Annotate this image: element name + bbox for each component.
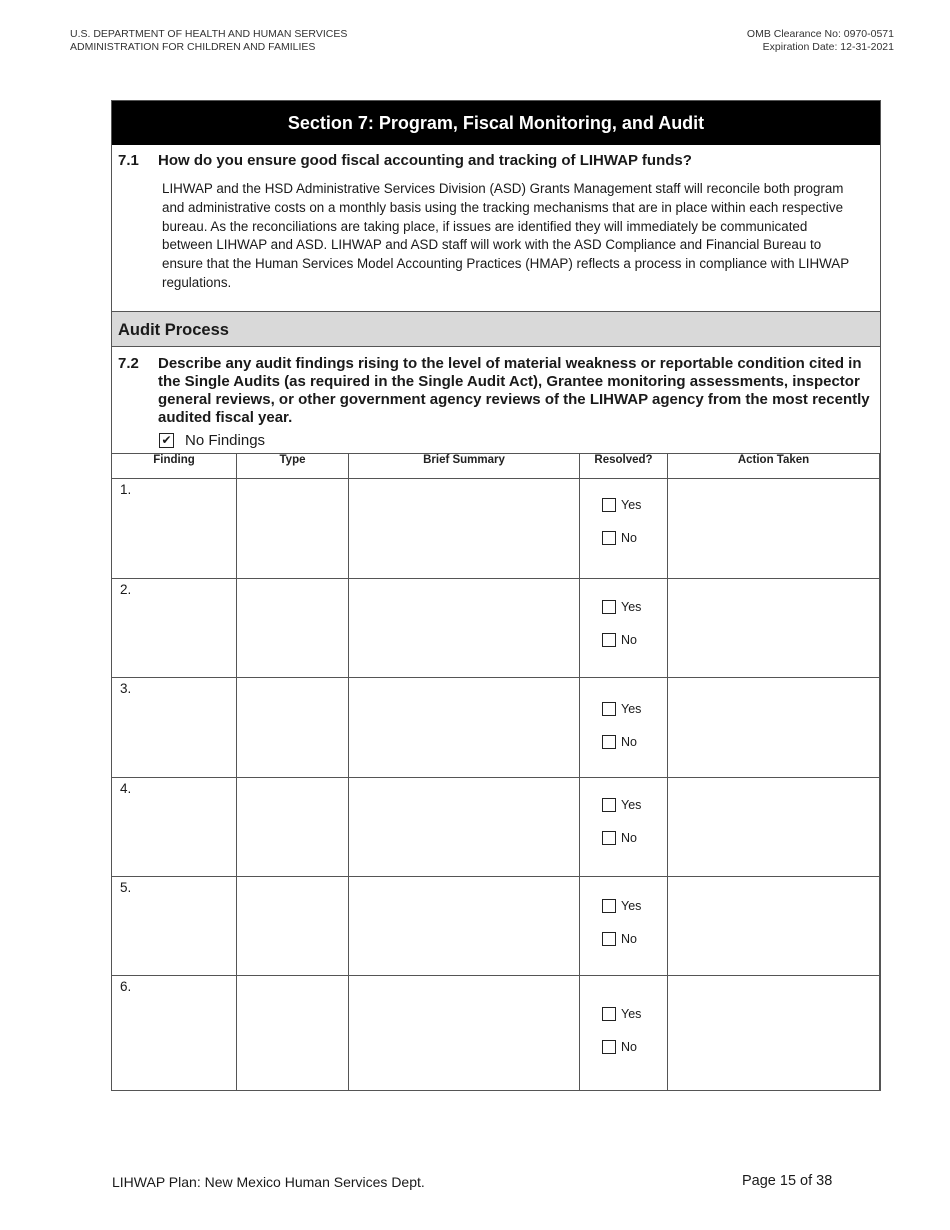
summary-cell[interactable] bbox=[349, 876, 580, 975]
resolved-no-option[interactable] bbox=[602, 531, 637, 545]
resolved-yes-option[interactable] bbox=[602, 600, 641, 614]
question-text: Describe any audit findings rising to the level of material weakness or reportable condition cited in the Single Audits (as required in the Single Audit Act), Grantee monitoring assessments, inspector general reviews, or other government agency reviews of the LIHWAP agency from the most recently audited fiscal year. bbox=[158, 354, 870, 426]
action-cell[interactable] bbox=[668, 876, 880, 975]
action-cell[interactable] bbox=[668, 478, 880, 578]
type-cell[interactable] bbox=[237, 677, 349, 777]
yes-label: Yes bbox=[621, 497, 642, 512]
table-row bbox=[112, 876, 880, 975]
finding-cell[interactable]: 5. bbox=[112, 876, 237, 975]
no-findings-option[interactable] bbox=[112, 427, 880, 453]
action-cell[interactable] bbox=[668, 677, 880, 777]
no-checkbox[interactable] bbox=[602, 831, 616, 845]
header-resolved: Resolved? bbox=[580, 453, 668, 478]
type-cell[interactable] bbox=[237, 975, 349, 1090]
no-label: No bbox=[621, 632, 637, 647]
table-row bbox=[112, 478, 880, 578]
yes-checkbox[interactable] bbox=[602, 899, 616, 913]
table-row bbox=[112, 777, 880, 876]
type-cell[interactable] bbox=[237, 578, 349, 677]
audit-process-heading: Audit Process bbox=[112, 311, 880, 347]
no-checkbox[interactable] bbox=[602, 932, 616, 946]
page-number: Page 15 of 38 bbox=[742, 1173, 833, 1189]
yes-label: Yes bbox=[621, 599, 642, 614]
table-header-row bbox=[112, 453, 880, 478]
resolved-cell bbox=[580, 876, 668, 975]
type-cell[interactable] bbox=[237, 478, 349, 578]
agency-line-2: ADMINISTRATION FOR CHILDREN AND FAMILIES bbox=[70, 40, 316, 53]
summary-cell[interactable] bbox=[349, 777, 580, 876]
question-text: How do you ensure good fiscal accounting and tracking of LIHWAP funds? bbox=[158, 152, 692, 169]
action-cell[interactable] bbox=[668, 578, 880, 677]
question-7-1 bbox=[112, 145, 880, 170]
resolved-cell bbox=[580, 478, 668, 578]
type-cell[interactable] bbox=[237, 777, 349, 876]
yes-checkbox[interactable] bbox=[602, 1007, 616, 1021]
findings-table bbox=[111, 453, 880, 1091]
no-label: No bbox=[621, 931, 637, 946]
resolved-yes-option[interactable] bbox=[602, 899, 641, 913]
yes-label: Yes bbox=[621, 797, 642, 812]
resolved-no-option[interactable] bbox=[602, 1040, 637, 1054]
no-findings-checkbox[interactable]: ✔ bbox=[159, 433, 174, 448]
no-checkbox[interactable] bbox=[602, 633, 616, 647]
yes-checkbox[interactable] bbox=[602, 798, 616, 812]
table-row bbox=[112, 578, 880, 677]
header-type: Type bbox=[237, 453, 349, 478]
finding-cell[interactable]: 6. bbox=[112, 975, 237, 1090]
agency-line-1: U.S. DEPARTMENT OF HEALTH AND HUMAN SERVICES bbox=[70, 28, 348, 40]
answer-7-1[interactable]: LIHWAP and the HSD Administrative Services Division (ASD) Grants Management staff will reconcile both program and administrative costs on a monthly basis using the tracking mechanisms that are in place within each respective bureau. As the reconciliations are taking place, if issues are identified they will immediately be communicated between LIHWAP and ASD. LIHWAP and ASD staff will work with the ASD Compliance and Financial Bureau to ensure that the Human Services Model Accounting Practices (HMAP) reflects a process in compliance with LIHWAP regulations. bbox=[162, 181, 849, 290]
resolved-yes-option[interactable] bbox=[602, 1007, 641, 1021]
table-row bbox=[112, 975, 880, 1090]
yes-label: Yes bbox=[621, 1006, 642, 1021]
resolved-cell bbox=[580, 777, 668, 876]
type-cell[interactable] bbox=[237, 876, 349, 975]
summary-cell[interactable] bbox=[349, 478, 580, 578]
yes-label: Yes bbox=[621, 701, 642, 716]
resolved-cell bbox=[580, 975, 668, 1090]
section-7-form bbox=[111, 100, 881, 1091]
question-number: 7.2 bbox=[118, 354, 139, 372]
header-brief-summary: Brief Summary bbox=[349, 453, 580, 478]
yes-checkbox[interactable] bbox=[602, 702, 616, 716]
header-finding: Finding bbox=[112, 453, 237, 478]
summary-cell[interactable] bbox=[349, 578, 580, 677]
header-action-taken: Action Taken bbox=[668, 453, 880, 478]
summary-cell[interactable] bbox=[349, 975, 580, 1090]
no-checkbox[interactable] bbox=[602, 1040, 616, 1054]
question-number: 7.1 bbox=[118, 152, 139, 169]
resolved-cell bbox=[580, 578, 668, 677]
yes-checkbox[interactable] bbox=[602, 498, 616, 512]
no-label: No bbox=[621, 830, 637, 845]
yes-label: Yes bbox=[621, 898, 642, 913]
yes-checkbox[interactable] bbox=[602, 600, 616, 614]
no-checkbox[interactable] bbox=[602, 735, 616, 749]
no-label: No bbox=[621, 530, 637, 545]
agency-header bbox=[70, 28, 347, 53]
summary-cell[interactable] bbox=[349, 677, 580, 777]
resolved-yes-option[interactable] bbox=[602, 702, 641, 716]
omb-header bbox=[747, 28, 894, 53]
footer-plan-name: LIHWAP Plan: New Mexico Human Services Dept. bbox=[112, 1174, 425, 1190]
no-label: No bbox=[621, 734, 637, 749]
resolved-no-option[interactable] bbox=[602, 633, 637, 647]
no-label: No bbox=[621, 1039, 637, 1054]
omb-clearance: OMB Clearance No: 0970-0571 bbox=[746, 28, 894, 40]
no-findings-label: No Findings bbox=[185, 431, 266, 449]
section-title: Section 7: Program, Fiscal Monitoring, and Audit bbox=[112, 101, 880, 145]
no-checkbox[interactable] bbox=[602, 531, 616, 545]
finding-cell[interactable]: 1. bbox=[112, 478, 237, 578]
table-row bbox=[112, 677, 880, 777]
resolved-no-option[interactable] bbox=[602, 932, 637, 946]
resolved-cell bbox=[580, 677, 668, 777]
resolved-no-option[interactable] bbox=[602, 735, 637, 749]
action-cell[interactable] bbox=[668, 777, 880, 876]
finding-cell[interactable]: 4. bbox=[112, 777, 237, 876]
action-cell[interactable] bbox=[668, 975, 880, 1090]
finding-cell[interactable]: 3. bbox=[112, 677, 237, 777]
finding-cell[interactable]: 2. bbox=[112, 578, 237, 677]
resolved-no-option[interactable] bbox=[602, 831, 637, 845]
expiration-date: Expiration Date: 12-31-2021 bbox=[762, 40, 894, 53]
resolved-yes-option[interactable] bbox=[602, 498, 641, 512]
resolved-yes-option[interactable] bbox=[602, 798, 641, 812]
question-7-2 bbox=[112, 347, 880, 427]
